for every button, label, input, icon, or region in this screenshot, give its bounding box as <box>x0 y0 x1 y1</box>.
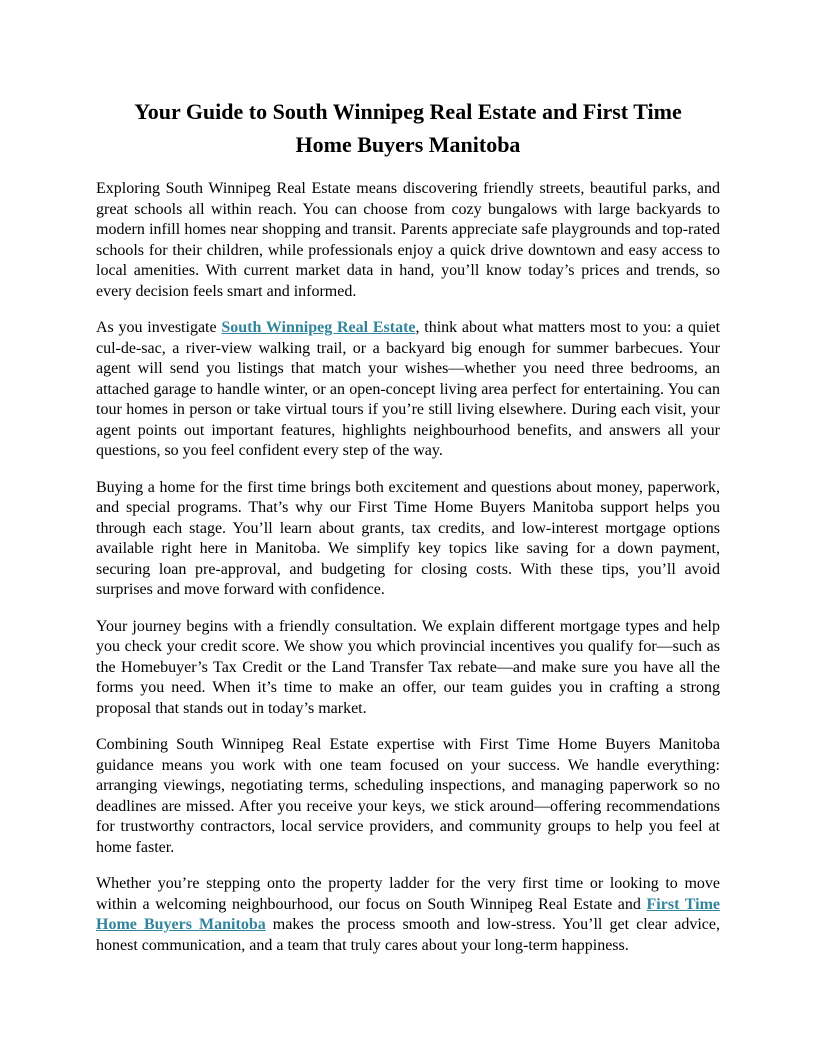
paragraph-text: Your journey begins with a friendly consultation. We explain different mortgage types and help you check your credit score. We show you which provincial incentives you qualify for—such as the Homebuyer’s Tax Credit or the Land Transfer Tax rebate—and make sure you have all the forms you need. When it’s time to make an offer, our team guides you in crafting a strong proposal that stands out in today’s market. <box>96 617 720 717</box>
paragraph-text: Buying a home for the first time brings both excitement and questions about money, paperwork, and special programs. That’s why our First Time Home Buyers Manitoba support helps you through each stage. You’ll learn about grants, tax credits, and low-interest mortgage options available right here in Manitoba. We simplify key topics like saving for a down payment, securing loan pre-approval, and budgeting for closing costs. With these tips, you’ll avoid surprises and move forward with confidence. <box>96 478 720 598</box>
paragraph-text: As you investigate <box>96 319 222 336</box>
paragraph-text: Combining South Winnipeg Real Estate expertise with First Time Home Buyers Manitoba guidance means you work with one team focused on your success. We handle everything: arranging viewings, negotiating terms, scheduling inspections, and managing paperwork so no deadlines are missed. After you receive your keys, we stick around—offering recommendations for trustworthy contractors, local service providers, and community groups to help you feel at home faster. <box>96 736 720 856</box>
link-first-time-home-buyers-manitoba[interactable]: First Time Home Buyers Manitoba <box>96 895 721 933</box>
paragraph-text: , think about what matters most to you: a quiet cul-de-sac, a river-view walking trail, or a backyard big enough for summer barbecues. Your agent will send you listings that match your wishes—whether you need three bedrooms, an attached garage to handle winter, or an open-concept living area perfect for entertaining. You can tour homes in person or take virtual tours if you’re still living elsewhere. During each visit, your agent points out important features, highlights neighbourhood benefits, and answers all your questions, so you feel confident every step of the way. <box>96 319 721 459</box>
link-south-winnipeg-real-estate[interactable]: South Winnipeg Real Estate <box>221 319 416 336</box>
paragraph-journey <box>96 617 720 720</box>
paragraph-first-time-buying <box>96 478 720 601</box>
paragraph-intro <box>96 179 720 302</box>
paragraph-investigate <box>96 318 720 462</box>
page-title-line-2: Home Buyers Manitoba <box>295 132 521 157</box>
page-title-line-1: Your Guide to South Winnipeg Real Estate and First Time <box>134 99 682 124</box>
paragraph-combining <box>96 735 720 858</box>
page-title <box>96 95 720 161</box>
paragraph-text: makes the process smooth and low-stress. You’ll get clear advice, honest communication, and a team that truly cares about your long-term happiness. <box>96 916 720 954</box>
paragraph-text: Exploring South Winnipeg Real Estate means discovering friendly streets, beautiful parks, and great schools all within reach. You can choose from cozy bungalows with large backyards to modern infill homes near shopping and transit. Parents appreciate safe playgrounds and top-rated schools for their children, while professionals enjoy a quick drive downtown and easy access to local amenities. With current market data in hand, you’ll know today’s prices and trends, so every decision feels smart and informed. <box>96 180 720 300</box>
paragraph-text: Whether you’re stepping onto the property ladder for the very first time or looking to move within a welcoming neighbourhood, our focus on South Winnipeg Real Estate and <box>96 875 720 913</box>
paragraph-closing <box>96 874 720 956</box>
